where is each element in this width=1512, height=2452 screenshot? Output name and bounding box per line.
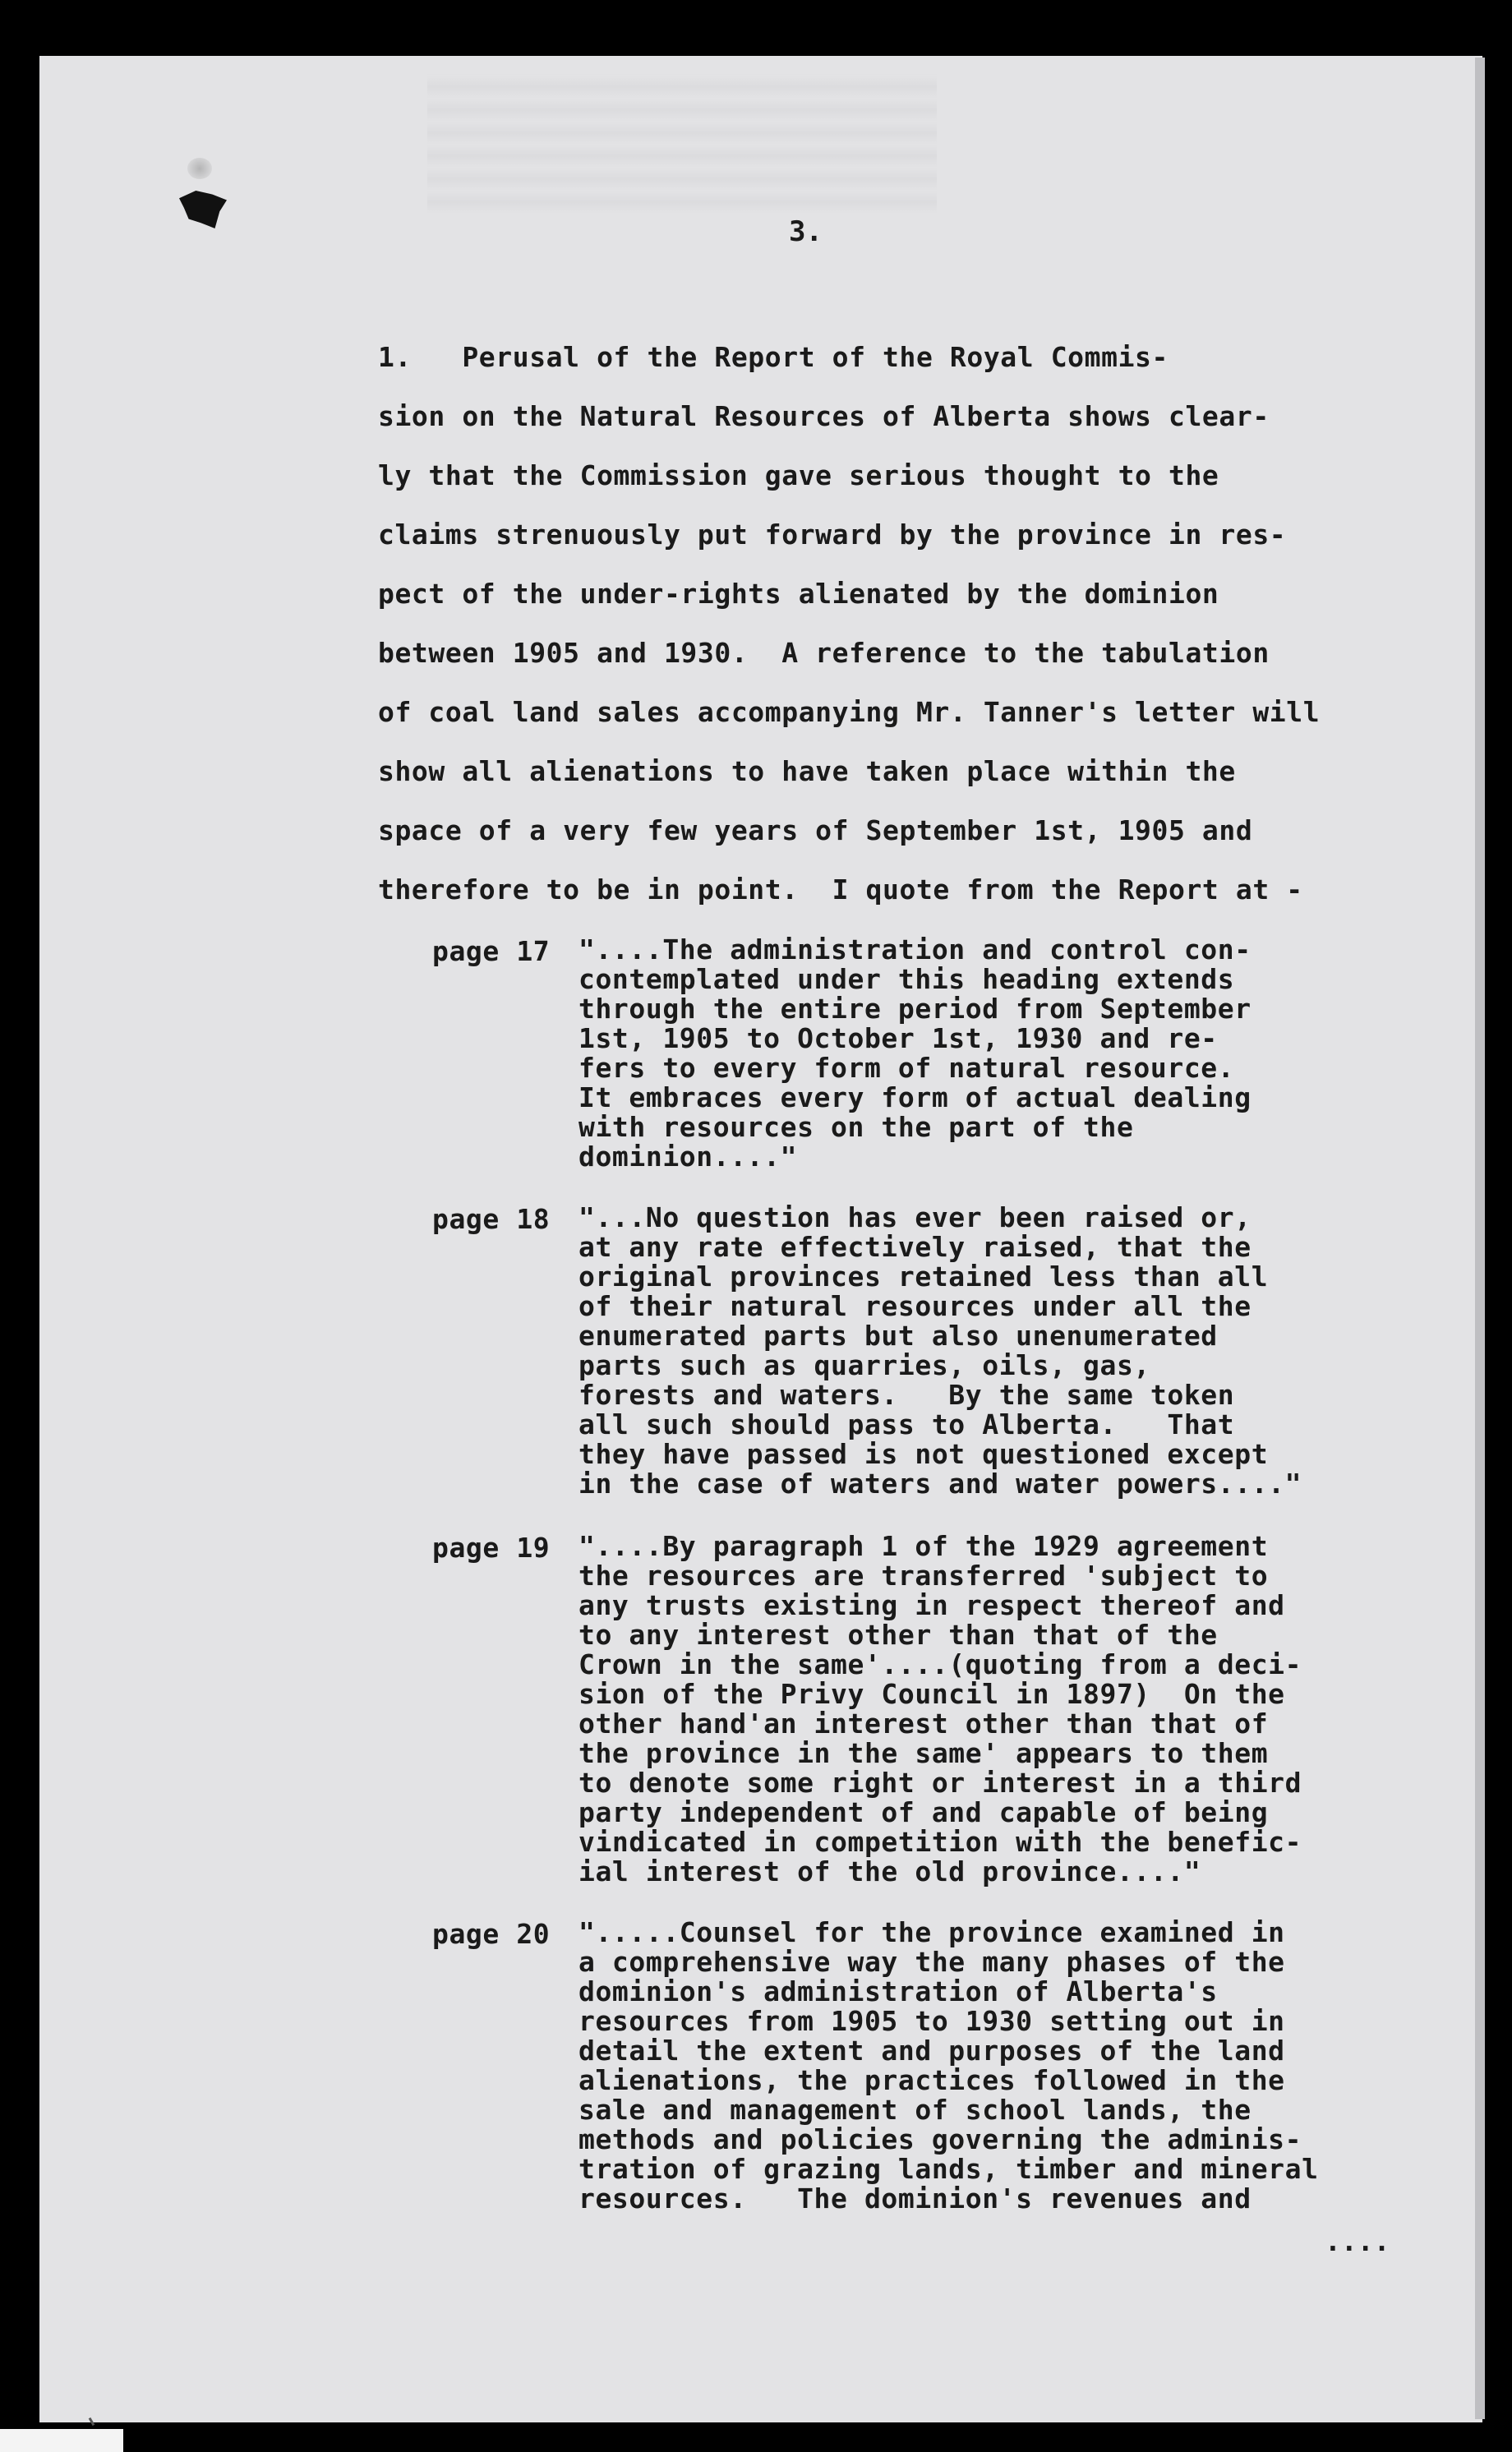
- quote-line: the resources are transferred 'subject to: [579, 1560, 1269, 1592]
- quote-page-reference: page 18: [432, 1203, 551, 1235]
- quote-page-reference: page 17: [432, 935, 551, 967]
- quote-line: any trusts existing in respect thereof and: [579, 1589, 1285, 1621]
- quote-line: the province in the same' appears to them: [579, 1737, 1269, 1769]
- quote-line: "....The administration and control con-: [579, 933, 1252, 966]
- paragraph-line: pect of the under-rights alienated by the dominion: [378, 578, 1219, 610]
- paragraph-line: ly that the Commission gave serious thought to the: [378, 459, 1219, 491]
- quote-line: ial interest of the old province....": [579, 1855, 1201, 1887]
- quote-line: of their natural resources under all the: [579, 1290, 1252, 1322]
- quote-line: ".....Counsel for the province examined in: [579, 1916, 1285, 1948]
- paragraph-line: show all alienations to have taken place within the: [378, 755, 1236, 787]
- quote-line: dominion....": [579, 1141, 798, 1173]
- paragraph-line: 1. Perusal of the Report of the Royal Commis-: [378, 341, 1169, 373]
- quote-line: with resources on the part of the: [579, 1111, 1134, 1143]
- quote-line: other hand'an interest other than that of: [579, 1708, 1269, 1740]
- quote-line: at any rate effectively raised, that the: [579, 1231, 1252, 1263]
- quote-line: party independent of and capable of being: [579, 1796, 1269, 1828]
- quote-line: resources. The dominion's revenues and: [579, 2182, 1252, 2215]
- quote-line: sion of the Privy Council in 1897) On the: [579, 1678, 1285, 1710]
- paragraph-line: claims strenuously put forward by the province in res-: [378, 519, 1287, 551]
- continuation-mark: ....: [1325, 2225, 1390, 2257]
- quote-line: "...No question has ever been raised or,: [579, 1201, 1252, 1233]
- quote-line: a comprehensive way the many phases of the: [579, 1946, 1285, 1978]
- quote-line: fers to every form of natural resource.: [579, 1052, 1235, 1084]
- quote-line: in the case of waters and water powers....": [579, 1468, 1302, 1500]
- punch-smudge: [187, 158, 212, 179]
- quote-line: enumerated parts but also unenumerated: [579, 1320, 1218, 1352]
- paragraph-line: sion on the Natural Resources of Alberta shows clear-: [378, 400, 1270, 432]
- page-edge: [1475, 58, 1485, 2419]
- quote-line: "....By paragraph 1 of the 1929 agreement: [579, 1530, 1269, 1562]
- quote-line: vindicated in competition with the benefic-: [579, 1826, 1302, 1858]
- quote-line: resources from 1905 to 1930 setting out in: [579, 2005, 1285, 2037]
- quote-line: they have passed is not questioned except: [579, 1438, 1269, 1470]
- quote-line: forests and waters. By the same token: [579, 1379, 1235, 1411]
- scan-label-strip: [0, 2429, 123, 2452]
- quote-line: detail the extent and purposes of the land: [579, 2035, 1285, 2067]
- page-number: 3.: [789, 215, 823, 248]
- quote-line: original provinces retained less than all: [579, 1261, 1269, 1293]
- paragraph-line: therefore to be in point. I quote from the Report at -: [378, 873, 1303, 906]
- quote-page-reference: page 19: [432, 1532, 551, 1564]
- quote-page-reference: page 20: [432, 1918, 551, 1950]
- quote-line: sale and management of school lands, the: [579, 2094, 1252, 2126]
- quote-line: to any interest other than that of the: [579, 1619, 1218, 1651]
- quote-line: parts such as quarries, oils, gas,: [579, 1349, 1150, 1381]
- quote-line: alienations, the practices followed in the: [579, 2064, 1285, 2096]
- quote-line: contemplated under this heading extends: [579, 963, 1235, 995]
- paragraph-line: space of a very few years of September 1st, 1905 and: [378, 814, 1253, 846]
- paragraph-line: of coal land sales accompanying Mr. Tanner's letter will: [378, 696, 1321, 728]
- quote-line: to denote some right or interest in a third: [579, 1767, 1302, 1799]
- show-through-text: [427, 74, 937, 214]
- quote-line: Crown in the same'....(quoting from a deci-: [579, 1648, 1302, 1680]
- quote-line: all such should pass to Alberta. That: [579, 1408, 1235, 1440]
- quote-line: 1st, 1905 to October 1st, 1930 and re-: [579, 1022, 1218, 1054]
- quote-line: through the entire period from September: [579, 993, 1252, 1025]
- paragraph-line: between 1905 and 1930. A reference to the tabulation: [378, 637, 1270, 669]
- quote-line: methods and policies governing the adminis-: [579, 2123, 1302, 2155]
- quote-line: tration of grazing lands, timber and mineral: [579, 2153, 1319, 2185]
- quote-line: dominion's administration of Alberta's: [579, 1975, 1218, 2007]
- quote-line: It embraces every form of actual dealing: [579, 1081, 1252, 1113]
